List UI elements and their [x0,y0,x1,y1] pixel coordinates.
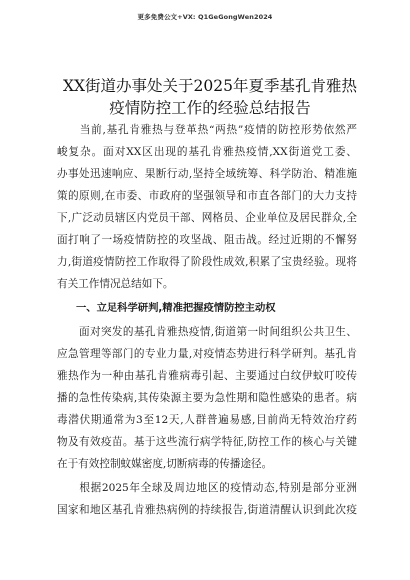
body-line: 策的原则,在市委、市政府的坚强领导和市直各部门的大力支持 [57,190,357,202]
body-line: 物及有效疫苗。基于这些流行病学特征,防控工作的核心与关键 [57,436,357,448]
body-line: 有关工作情况总结如下。 [57,278,174,290]
body-line: 根据2025年全球及周边地区的疫情动态,特别是部分亚洲 [57,482,357,494]
body-line: 国家和地区基孔肯雅热病例的持续报告,街道清醒认识到此次疫 [57,504,357,516]
body-line: 办事处迅速响应、果断行动,坚持全域统筹、科学防治、精准施 [57,168,357,180]
body-line: 力,街道疫情防控工作取得了阶段性成效,积累了宝贵经验。现将 [57,256,357,268]
body-line: 雅热作为一种由基孔肯雅病毒引起、主要通过白纹伊蚊叮咬传 [57,370,357,382]
document-title-line-2: 疫情防控工作的经验总结报告 [109,99,311,117]
body-line: 面打响了一场疫情防控的攻坚战、阻击战。经过近期的不懈努 [57,234,357,246]
body-line: 峻复杂。面对XX区出现的基孔肯雅热疫情,XX街道党工委、 [57,146,357,158]
body-line: 毒潜伏期通常为3至12天,人群普遍易感,目前尚无特效治疗药 [57,414,357,426]
body-line: 在于有效控制蚊媒密度,切断病毒的传播途径。 [57,458,273,470]
body-line: 应急管理等部门的专业力量,对疫情态势进行科学研判。基孔肯 [57,348,357,360]
header-watermark: 更多免费公文+VX: Q1GeGongWen2024 [137,13,273,21]
body-line: 当前,基孔肯雅热与登革热“两热”疫情的防控形势依然严 [57,124,357,136]
body-line: 下,广泛动员辖区内党员干部、网格员、企业单位及居民群众,全 [57,212,357,224]
section-heading: 一、立足科学研判,精准把握疫情防控主动权 [76,302,276,314]
document-title-line-1: XX街道办事处关于2025年夏季基孔肯雅热 [62,77,358,95]
body-line: 播的急性传染病,其传染源主要为急性期和隐性感染的患者。病 [57,392,357,404]
body-line: 面对突发的基孔肯雅热疫情,街道第一时间组织公共卫生、 [57,326,357,338]
